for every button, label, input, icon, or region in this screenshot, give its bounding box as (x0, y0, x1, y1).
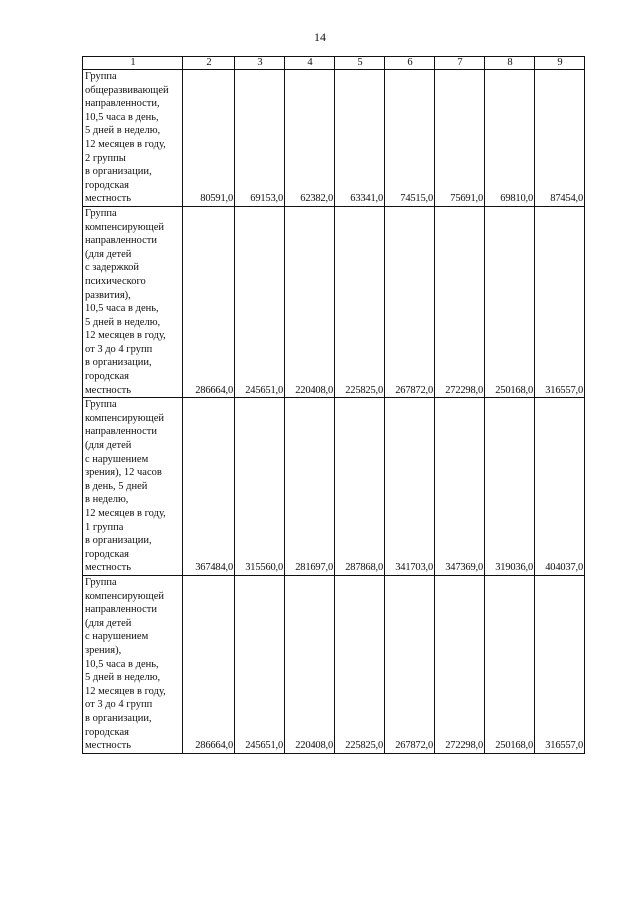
value-cell: 225825,0 (335, 575, 385, 753)
value-cell: 341703,0 (385, 398, 435, 576)
group-description: Группа компенсирующей направленности (для детей с задержкой психического развития), 10,5 часа в день, 5 дней в неделю, 12 месяцев в году, от 3 до 4 групп в организации, городская местность (83, 206, 183, 397)
value-cell: 69153,0 (235, 70, 285, 207)
column-header-9: 9 (535, 57, 585, 70)
value-cell: 245651,0 (235, 206, 285, 397)
value-cell: 286664,0 (183, 206, 235, 397)
column-header-4: 4 (285, 57, 335, 70)
column-header-5: 5 (335, 57, 385, 70)
value-cell: 347369,0 (435, 398, 485, 576)
value-cell: 287868,0 (335, 398, 385, 576)
table-row (83, 70, 585, 207)
value-cell: 316557,0 (535, 206, 585, 397)
value-cell: 319036,0 (485, 398, 535, 576)
value-cell: 316557,0 (535, 575, 585, 753)
value-cell: 250168,0 (485, 206, 535, 397)
group-description: Группа компенсирующей направленности (для детей с нарушением зрения), 10,5 часа в день, 5 дней в неделю, 12 месяцев в году, от 3 до 4 групп в организации, городская местность (83, 575, 183, 753)
value-cell: 281697,0 (285, 398, 335, 576)
value-cell: 220408,0 (285, 206, 335, 397)
column-header-1: 1 (83, 57, 183, 70)
column-header-2: 2 (183, 57, 235, 70)
column-header-3: 3 (235, 57, 285, 70)
value-cell: 367484,0 (183, 398, 235, 576)
value-cell: 286664,0 (183, 575, 235, 753)
value-cell: 315560,0 (235, 398, 285, 576)
value-cell: 87454,0 (535, 70, 585, 207)
column-header-7: 7 (435, 57, 485, 70)
value-cell: 80591,0 (183, 70, 235, 207)
tariff-table (82, 56, 585, 754)
value-cell: 69810,0 (485, 70, 535, 207)
value-cell: 404037,0 (535, 398, 585, 576)
table-row (83, 575, 585, 753)
value-cell: 62382,0 (285, 70, 335, 207)
value-cell: 245651,0 (235, 575, 285, 753)
page-number: 14 (314, 30, 326, 44)
table-row (83, 206, 585, 397)
value-cell: 75691,0 (435, 70, 485, 207)
value-cell: 267872,0 (385, 575, 435, 753)
group-description: Группа общеразвивающей направленности, 10,5 часа в день, 5 дней в неделю, 12 месяцев в году, 2 группы в организации, городская местность (83, 70, 183, 207)
value-cell: 272298,0 (435, 575, 485, 753)
value-cell: 220408,0 (285, 575, 335, 753)
value-cell: 267872,0 (385, 206, 435, 397)
value-cell: 63341,0 (335, 70, 385, 207)
column-header-6: 6 (385, 57, 435, 70)
table-row (83, 398, 585, 576)
group-description: Группа компенсирующей направленности (для детей с нарушением зрения), 12 часов в день, 5 дней в неделю, 12 месяцев в году, 1 группа в организации, городская местность (83, 398, 183, 576)
value-cell: 225825,0 (335, 206, 385, 397)
value-cell: 250168,0 (485, 575, 535, 753)
column-header-8: 8 (485, 57, 535, 70)
value-cell: 272298,0 (435, 206, 485, 397)
value-cell: 74515,0 (385, 70, 435, 207)
table-header-row (83, 57, 585, 70)
